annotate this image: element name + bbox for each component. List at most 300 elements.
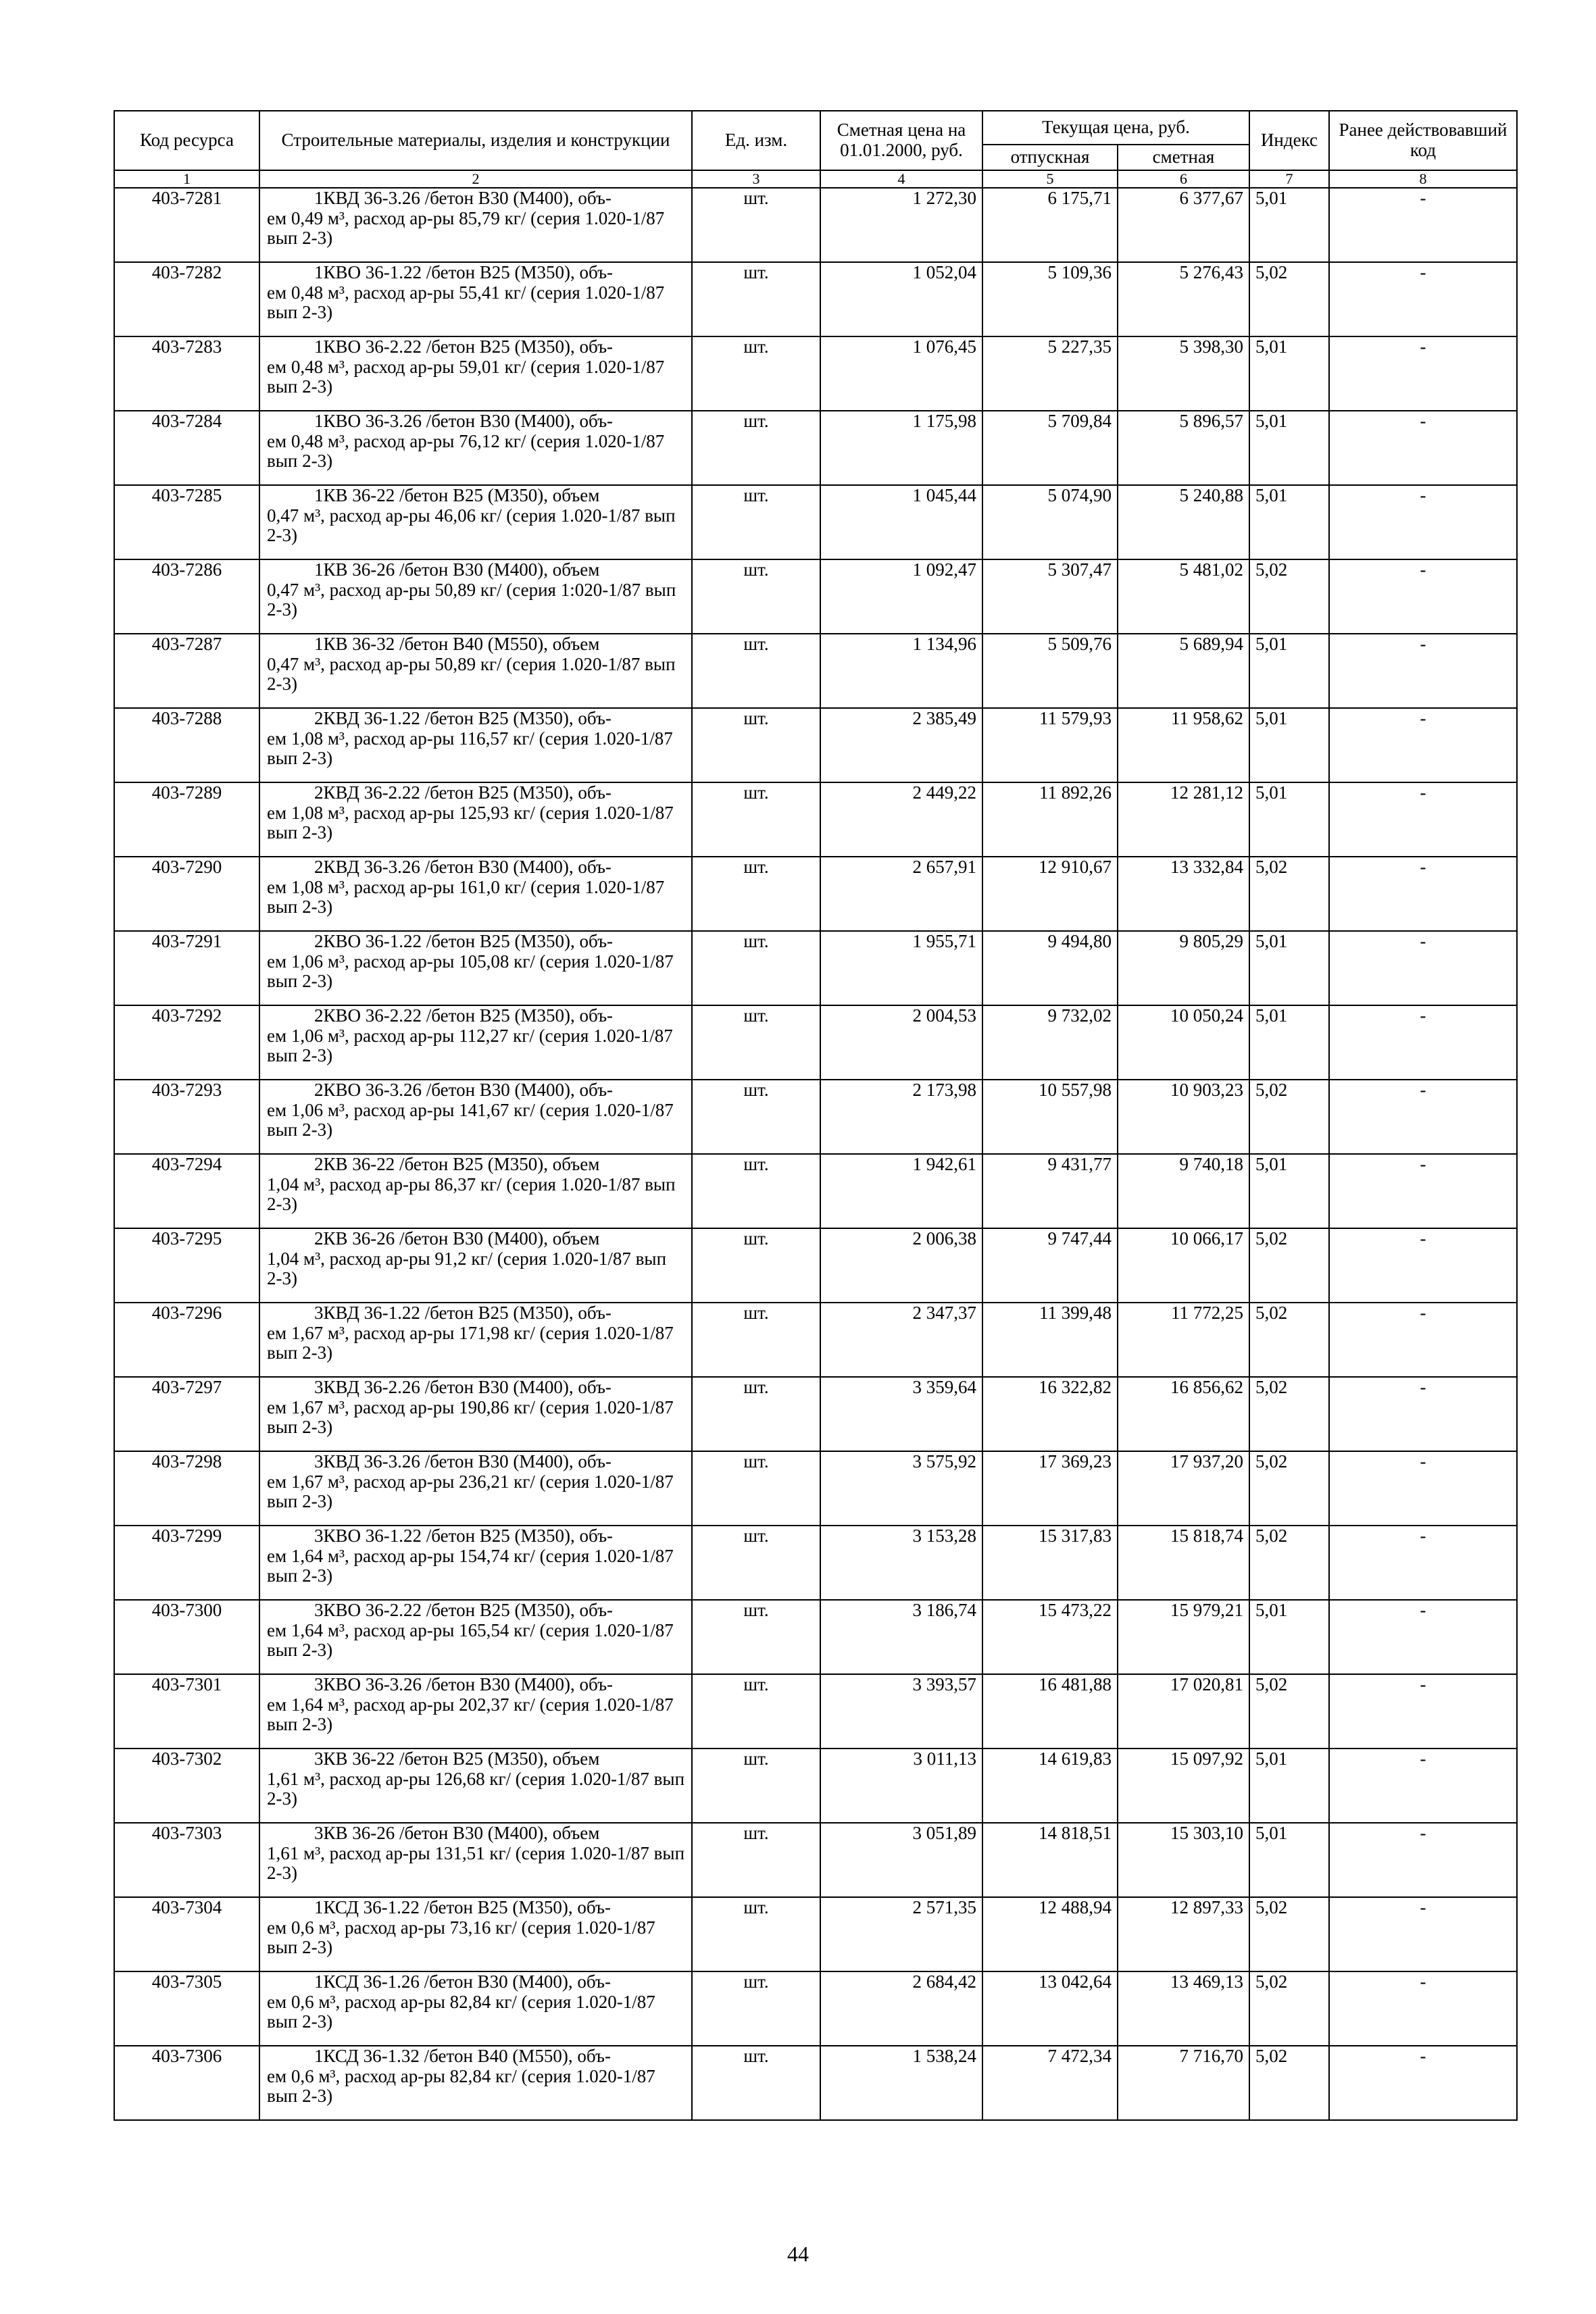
table-row xyxy=(114,634,1517,708)
previous-code-cell: - xyxy=(1329,1749,1517,1823)
resource-code: 403-7304 xyxy=(114,1897,259,1971)
previous-code-cell: - xyxy=(1329,708,1517,782)
material-description xyxy=(259,1303,692,1377)
base-price-cell: 3 011,13 xyxy=(820,1749,982,1823)
table-row xyxy=(114,1971,1517,2046)
index-cell: 5,01 xyxy=(1249,782,1329,857)
header-unit: Ед. изм. xyxy=(692,111,820,170)
material-description xyxy=(259,1451,692,1526)
previous-code-cell: - xyxy=(1329,1303,1517,1377)
description-line-1: 3КВД 36-3.26 /бетон В30 (М400), объ- xyxy=(314,1451,612,1472)
index-cell: 5,01 xyxy=(1249,188,1329,262)
description-line-1: 1КСД 36-1.26 /бетон В30 (М400), объ- xyxy=(314,1971,611,1992)
description-line-1: 1КВО 36-3.26 /бетон В30 (М400), объ- xyxy=(314,411,614,431)
unit-cell: шт. xyxy=(692,857,820,931)
index-cell: 5,02 xyxy=(1249,1526,1329,1600)
table-body xyxy=(114,188,1517,2120)
table-row xyxy=(114,857,1517,931)
base-price-cell: 2 449,22 xyxy=(820,782,982,857)
wholesale-price-cell: 17 369,23 xyxy=(982,1451,1118,1526)
description-line-2: ем 1,64 м³, расход ар-ры 154,74 кг/ (серия 1.020-1/87 вып 2-3) xyxy=(267,1545,674,1586)
material-description xyxy=(259,1674,692,1749)
wholesale-price-cell: 5 709,84 xyxy=(982,411,1118,485)
resource-code: 403-7293 xyxy=(114,1080,259,1154)
previous-code-cell: - xyxy=(1329,782,1517,857)
material-description xyxy=(259,1749,692,1823)
index-cell: 5,01 xyxy=(1249,1005,1329,1080)
previous-code-cell: - xyxy=(1329,411,1517,485)
previous-code-cell: - xyxy=(1329,1600,1517,1674)
previous-code-cell: - xyxy=(1329,1897,1517,1971)
table-row xyxy=(114,336,1517,411)
wholesale-price-cell: 11 399,48 xyxy=(982,1303,1118,1377)
wholesale-price-cell: 9 732,02 xyxy=(982,1005,1118,1080)
wholesale-price-cell: 16 481,88 xyxy=(982,1674,1118,1749)
unit-cell: шт. xyxy=(692,1823,820,1897)
index-cell: 5,01 xyxy=(1249,1600,1329,1674)
index-cell: 5,01 xyxy=(1249,485,1329,559)
wholesale-price-cell: 12 488,94 xyxy=(982,1897,1118,1971)
wholesale-price-cell: 6 175,71 xyxy=(982,188,1118,262)
previous-code-cell: - xyxy=(1329,336,1517,411)
index-cell: 5,01 xyxy=(1249,1823,1329,1897)
base-price-cell: 3 186,74 xyxy=(820,1600,982,1674)
description-line-2: 1,61 м³, расход ар-ры 126,68 кг/ (серия 1.020-1/87 вып 2-3) xyxy=(267,1768,685,1809)
resource-code: 403-7283 xyxy=(114,336,259,411)
description-line-1: 1КСД 36-1.22 /бетон В25 (М350), объ- xyxy=(314,1897,611,1917)
table-row xyxy=(114,262,1517,336)
resource-code: 403-7300 xyxy=(114,1600,259,1674)
unit-cell: шт. xyxy=(692,1303,820,1377)
index-cell: 5,02 xyxy=(1249,857,1329,931)
description-line-2: ем 1,67 м³, расход ар-ры 236,21 кг/ (серия 1.020-1/87 вып 2-3) xyxy=(267,1471,674,1512)
wholesale-price-cell: 13 042,64 xyxy=(982,1971,1118,2046)
resource-code: 403-7298 xyxy=(114,1451,259,1526)
table-row xyxy=(114,2046,1517,2120)
unit-cell: шт. xyxy=(692,262,820,336)
unit-cell: шт. xyxy=(692,336,820,411)
header-code: Код ресурса xyxy=(114,111,259,170)
resource-code: 403-7297 xyxy=(114,1377,259,1451)
base-price-cell: 2 657,91 xyxy=(820,857,982,931)
description-line-2: ем 0,48 м³, расход ар-ры 59,01 кг/ (серия 1.020-1/87 вып 2-3) xyxy=(267,356,665,397)
price-table xyxy=(114,110,1518,2121)
previous-code-cell: - xyxy=(1329,1674,1517,1749)
previous-code-cell: - xyxy=(1329,559,1517,634)
unit-cell: шт. xyxy=(692,1154,820,1228)
description-line-1: 2КВО 36-2.22 /бетон В25 (М350), объ- xyxy=(314,1005,614,1026)
estimate-price-cell: 15 979,21 xyxy=(1118,1600,1249,1674)
base-price-cell: 2 004,53 xyxy=(820,1005,982,1080)
column-number: 6 xyxy=(1118,170,1249,188)
description-line-1: 2КВО 36-3.26 /бетон В30 (М400), объ- xyxy=(314,1080,614,1100)
material-description xyxy=(259,262,692,336)
description-line-2: ем 1,06 м³, расход ар-ры 105,08 кг/ (серия 1.020-1/87 вып 2-3) xyxy=(267,951,674,992)
table-row xyxy=(114,1674,1517,1749)
index-cell: 5,02 xyxy=(1249,1971,1329,2046)
header-prev-code: Ранее действовавший код xyxy=(1329,111,1517,170)
table-row xyxy=(114,559,1517,634)
previous-code-cell: - xyxy=(1329,857,1517,931)
resource-code: 403-7282 xyxy=(114,262,259,336)
description-line-2: ем 0,6 м³, расход ар-ры 82,84 кг/ (серия 1.020-1/87 вып 2-3) xyxy=(267,2065,655,2107)
material-description xyxy=(259,1228,692,1303)
table-row xyxy=(114,1303,1517,1377)
base-price-cell: 1 272,30 xyxy=(820,188,982,262)
resource-code: 403-7289 xyxy=(114,782,259,857)
base-price-cell: 1 092,47 xyxy=(820,559,982,634)
unit-cell: шт. xyxy=(692,188,820,262)
base-price-cell: 3 393,57 xyxy=(820,1674,982,1749)
description-line-1: 2КВД 36-1.22 /бетон В25 (М350), объ- xyxy=(314,708,612,728)
table-row xyxy=(114,782,1517,857)
wholesale-price-cell: 10 557,98 xyxy=(982,1080,1118,1154)
material-description xyxy=(259,559,692,634)
estimate-price-cell: 13 332,84 xyxy=(1118,857,1249,931)
description-line-2: ем 1,06 м³, расход ар-ры 112,27 кг/ (серия 1.020-1/87 вып 2-3) xyxy=(267,1025,673,1066)
index-cell: 5,02 xyxy=(1249,2046,1329,2120)
material-description xyxy=(259,2046,692,2120)
description-line-1: 3КВО 36-2.22 /бетон В25 (М350), объ- xyxy=(314,1600,614,1620)
estimate-price-cell: 15 097,92 xyxy=(1118,1749,1249,1823)
description-line-1: 3КВО 36-3.26 /бетон В30 (М400), объ- xyxy=(314,1674,614,1694)
index-cell: 5,02 xyxy=(1249,559,1329,634)
unit-cell: шт. xyxy=(692,1005,820,1080)
description-line-2: ем 0,6 м³, расход ар-ры 82,84 кг/ (серия 1.020-1/87 вып 2-3) xyxy=(267,1991,655,2032)
unit-cell: шт. xyxy=(692,708,820,782)
estimate-price-cell: 5 481,02 xyxy=(1118,559,1249,634)
wholesale-price-cell: 7 472,34 xyxy=(982,2046,1118,2120)
material-description xyxy=(259,1080,692,1154)
wholesale-price-cell: 14 619,83 xyxy=(982,1749,1118,1823)
estimate-price-cell: 16 856,62 xyxy=(1118,1377,1249,1451)
unit-cell: шт. xyxy=(692,1749,820,1823)
table-row xyxy=(114,411,1517,485)
wholesale-price-cell: 11 579,93 xyxy=(982,708,1118,782)
description-line-1: 3КВ 36-26 /бетон В30 (М400), объем xyxy=(314,1823,600,1843)
estimate-price-cell: 10 903,23 xyxy=(1118,1080,1249,1154)
base-price-cell: 2 571,35 xyxy=(820,1897,982,1971)
estimate-price-cell: 17 020,81 xyxy=(1118,1674,1249,1749)
header-materials: Строительные материалы, изделия и конструкции xyxy=(259,111,692,170)
base-price-cell: 1 538,24 xyxy=(820,2046,982,2120)
header-estimate: сметная xyxy=(1118,145,1249,170)
material-description xyxy=(259,1005,692,1080)
header-wholesale: отпускная xyxy=(982,145,1118,170)
table-row xyxy=(114,931,1517,1005)
index-cell: 5,02 xyxy=(1249,1228,1329,1303)
table-row xyxy=(114,1451,1517,1526)
header-base-price: Сметная цена на 01.01.2000, руб. xyxy=(820,111,982,170)
description-line-2: 1,61 м³, расход ар-ры 131,51 кг/ (серия 1.020-1/87 вып 2-3) xyxy=(267,1842,685,1884)
resource-code: 403-7295 xyxy=(114,1228,259,1303)
estimate-price-cell: 5 896,57 xyxy=(1118,411,1249,485)
previous-code-cell: - xyxy=(1329,485,1517,559)
base-price-cell: 1 045,44 xyxy=(820,485,982,559)
unit-cell: шт. xyxy=(692,1526,820,1600)
column-number: 7 xyxy=(1249,170,1329,188)
column-number: 5 xyxy=(982,170,1118,188)
column-number: 3 xyxy=(692,170,820,188)
unit-cell: шт. xyxy=(692,634,820,708)
unit-cell: шт. xyxy=(692,559,820,634)
resource-code: 403-7296 xyxy=(114,1303,259,1377)
resource-code: 403-7290 xyxy=(114,857,259,931)
description-line-2: ем 1,64 м³, расход ар-ры 165,54 кг/ (серия 1.020-1/87 вып 2-3) xyxy=(267,1619,674,1661)
unit-cell: шт. xyxy=(692,1080,820,1154)
description-line-2: ем 1,64 м³, расход ар-ры 202,37 кг/ (серия 1.020-1/87 вып 2-3) xyxy=(267,1694,674,1735)
unit-cell: шт. xyxy=(692,1600,820,1674)
description-line-2: ем 0,48 м³, расход ар-ры 55,41 кг/ (серия 1.020-1/87 вып 2-3) xyxy=(267,282,665,323)
estimate-price-cell: 11 958,62 xyxy=(1118,708,1249,782)
description-line-1: 1КВД 36-3.26 /бетон В30 (М400), объ- xyxy=(314,188,612,208)
index-cell: 5,01 xyxy=(1249,411,1329,485)
unit-cell: шт. xyxy=(692,2046,820,2120)
resource-code: 403-7305 xyxy=(114,1971,259,2046)
index-cell: 5,01 xyxy=(1249,1749,1329,1823)
resource-code: 403-7294 xyxy=(114,1154,259,1228)
base-price-cell: 2 006,38 xyxy=(820,1228,982,1303)
wholesale-price-cell: 5 307,47 xyxy=(982,559,1118,634)
unit-cell: шт. xyxy=(692,782,820,857)
resource-code: 403-7284 xyxy=(114,411,259,485)
previous-code-cell: - xyxy=(1329,1080,1517,1154)
description-line-1: 3КВО 36-1.22 /бетон В25 (М350), объ- xyxy=(314,1526,614,1546)
index-cell: 5,01 xyxy=(1249,1154,1329,1228)
index-cell: 5,01 xyxy=(1249,931,1329,1005)
description-line-1: 3КВД 36-1.22 /бетон В25 (М350), объ- xyxy=(314,1303,612,1323)
previous-code-cell: - xyxy=(1329,931,1517,1005)
wholesale-price-cell: 5 227,35 xyxy=(982,336,1118,411)
estimate-price-cell: 10 050,24 xyxy=(1118,1005,1249,1080)
previous-code-cell: - xyxy=(1329,188,1517,262)
description-line-1: 2КВД 36-2.22 /бетон В25 (М350), объ- xyxy=(314,782,612,803)
description-line-1: 2КВ 36-26 /бетон В30 (М400), объем xyxy=(314,1228,600,1249)
description-line-2: ем 1,67 м³, расход ар-ры 171,98 кг/ (серия 1.020-1/87 вып 2-3) xyxy=(267,1322,674,1363)
estimate-price-cell: 6 377,67 xyxy=(1118,188,1249,262)
wholesale-price-cell: 9 494,80 xyxy=(982,931,1118,1005)
wholesale-price-cell: 15 317,83 xyxy=(982,1526,1118,1600)
estimate-price-cell: 15 303,10 xyxy=(1118,1823,1249,1897)
page-number: 44 xyxy=(787,2242,809,2266)
index-cell: 5,01 xyxy=(1249,336,1329,411)
estimate-price-cell: 12 281,12 xyxy=(1118,782,1249,857)
unit-cell: шт. xyxy=(692,1377,820,1451)
base-price-cell: 1 076,45 xyxy=(820,336,982,411)
material-description xyxy=(259,857,692,931)
base-price-cell: 2 173,98 xyxy=(820,1080,982,1154)
unit-cell: шт. xyxy=(692,411,820,485)
estimate-price-cell: 12 897,33 xyxy=(1118,1897,1249,1971)
description-line-2: 0,47 м³, расход ар-ры 50,89 кг/ (серия 1:020-1/87 вып 2-3) xyxy=(267,579,676,620)
table-row xyxy=(114,188,1517,262)
index-cell: 5,02 xyxy=(1249,1897,1329,1971)
base-price-cell: 3 153,28 xyxy=(820,1526,982,1600)
description-line-1: 1КСД 36-1.32 /бетон В40 (М550), объ- xyxy=(314,2046,611,2066)
wholesale-price-cell: 9 431,77 xyxy=(982,1154,1118,1228)
description-line-1: 3КВ 36-22 /бетон В25 (М350), объем xyxy=(314,1749,600,1769)
column-number: 2 xyxy=(259,170,692,188)
previous-code-cell: - xyxy=(1329,1526,1517,1600)
table-row xyxy=(114,1377,1517,1451)
base-price-cell: 1 942,61 xyxy=(820,1154,982,1228)
estimate-price-cell: 13 469,13 xyxy=(1118,1971,1249,2046)
previous-code-cell: - xyxy=(1329,1377,1517,1451)
description-line-1: 1КВ 36-32 /бетон В40 (М550), объем xyxy=(314,634,600,654)
resource-code: 403-7299 xyxy=(114,1526,259,1600)
table-row xyxy=(114,1749,1517,1823)
description-line-2: ем 1,67 м³, расход ар-ры 190,86 кг/ (серия 1.020-1/87 вып 2-3) xyxy=(267,1397,674,1438)
resource-code: 403-7291 xyxy=(114,931,259,1005)
material-description xyxy=(259,1377,692,1451)
description-line-2: ем 1,08 м³, расход ар-ры 116,57 кг/ (серия 1.020-1/87 вып 2-3) xyxy=(267,728,673,769)
estimate-price-cell: 5 398,30 xyxy=(1118,336,1249,411)
previous-code-cell: - xyxy=(1329,1154,1517,1228)
description-line-2: ем 0,6 м³, расход ар-ры 73,16 кг/ (серия 1.020-1/87 вып 2-3) xyxy=(267,1917,655,1958)
wholesale-price-cell: 15 473,22 xyxy=(982,1600,1118,1674)
resource-code: 403-7285 xyxy=(114,485,259,559)
base-price-cell: 1 955,71 xyxy=(820,931,982,1005)
wholesale-price-cell: 12 910,67 xyxy=(982,857,1118,931)
column-number: 8 xyxy=(1329,170,1517,188)
header-index: Индекс xyxy=(1249,111,1329,170)
index-cell: 5,02 xyxy=(1249,1303,1329,1377)
description-line-1: 2КВД 36-3.26 /бетон В30 (М400), объ- xyxy=(314,857,612,877)
previous-code-cell: - xyxy=(1329,1823,1517,1897)
wholesale-price-cell: 5 509,76 xyxy=(982,634,1118,708)
previous-code-cell: - xyxy=(1329,1228,1517,1303)
table-row xyxy=(114,708,1517,782)
resource-code: 403-7306 xyxy=(114,2046,259,2120)
resource-code: 403-7292 xyxy=(114,1005,259,1080)
description-line-2: 1,04 м³, расход ар-ры 91,2 кг/ (серия 1.020-1/87 вып 2-3) xyxy=(267,1248,667,1289)
wholesale-price-cell: 14 818,51 xyxy=(982,1823,1118,1897)
material-description xyxy=(259,708,692,782)
previous-code-cell: - xyxy=(1329,1971,1517,2046)
estimate-price-cell: 11 772,25 xyxy=(1118,1303,1249,1377)
material-description xyxy=(259,485,692,559)
unit-cell: шт. xyxy=(692,931,820,1005)
unit-cell: шт. xyxy=(692,1228,820,1303)
base-price-cell: 3 051,89 xyxy=(820,1823,982,1897)
material-description xyxy=(259,1897,692,1971)
base-price-cell: 2 684,42 xyxy=(820,1971,982,2046)
unit-cell: шт. xyxy=(692,1451,820,1526)
material-description xyxy=(259,411,692,485)
description-line-2: ем 1,08 м³, расход ар-ры 125,93 кг/ (серия 1.020-1/87 вып 2-3) xyxy=(267,802,674,843)
unit-cell: шт. xyxy=(692,1897,820,1971)
base-price-cell: 3 359,64 xyxy=(820,1377,982,1451)
wholesale-price-cell: 16 322,82 xyxy=(982,1377,1118,1451)
table-row xyxy=(114,485,1517,559)
table-row xyxy=(114,1080,1517,1154)
description-line-1: 1КВО 36-1.22 /бетон В25 (М350), объ- xyxy=(314,262,614,282)
previous-code-cell: - xyxy=(1329,634,1517,708)
material-description xyxy=(259,1526,692,1600)
table-row xyxy=(114,1526,1517,1600)
resource-code: 403-7303 xyxy=(114,1823,259,1897)
estimate-price-cell: 10 066,17 xyxy=(1118,1228,1249,1303)
unit-cell: шт. xyxy=(692,485,820,559)
description-line-2: 0,47 м³, расход ар-ры 46,06 кг/ (серия 1.020-1/87 вып 2-3) xyxy=(267,505,676,546)
base-price-cell: 1 175,98 xyxy=(820,411,982,485)
resource-code: 403-7288 xyxy=(114,708,259,782)
resource-code: 403-7287 xyxy=(114,634,259,708)
material-description xyxy=(259,336,692,411)
index-cell: 5,02 xyxy=(1249,262,1329,336)
description-line-2: ем 0,49 м³, расход ар-ры 85,79 кг/ (серия 1.020-1/87 вып 2-3) xyxy=(267,207,665,249)
unit-cell: шт. xyxy=(692,1971,820,2046)
description-line-1: 2КВ 36-22 /бетон В25 (М350), объем xyxy=(314,1154,600,1174)
material-description xyxy=(259,634,692,708)
material-description xyxy=(259,1823,692,1897)
index-cell: 5,02 xyxy=(1249,1377,1329,1451)
material-description xyxy=(259,1154,692,1228)
estimate-price-cell: 9 740,18 xyxy=(1118,1154,1249,1228)
previous-code-cell: - xyxy=(1329,2046,1517,2120)
resource-code: 403-7302 xyxy=(114,1749,259,1823)
description-line-1: 3КВД 36-2.26 /бетон В30 (М400), объ- xyxy=(314,1377,612,1397)
wholesale-price-cell: 11 892,26 xyxy=(982,782,1118,857)
estimate-price-cell: 5 276,43 xyxy=(1118,262,1249,336)
base-price-cell: 1 134,96 xyxy=(820,634,982,708)
column-numbers-row xyxy=(114,170,1517,188)
description-line-1: 1КВО 36-2.22 /бетон В25 (М350), объ- xyxy=(314,336,614,357)
index-cell: 5,02 xyxy=(1249,1451,1329,1526)
material-description xyxy=(259,188,692,262)
description-line-1: 2КВО 36-1.22 /бетон В25 (М350), объ- xyxy=(314,931,614,951)
estimate-price-cell: 5 240,88 xyxy=(1118,485,1249,559)
unit-cell: шт. xyxy=(692,1674,820,1749)
resource-code: 403-7281 xyxy=(114,188,259,262)
base-price-cell: 2 385,49 xyxy=(820,708,982,782)
table-row xyxy=(114,1897,1517,1971)
material-description xyxy=(259,782,692,857)
resource-code: 403-7286 xyxy=(114,559,259,634)
description-line-2: ем 0,48 м³, расход ар-ры 76,12 кг/ (серия 1.020-1/87 вып 2-3) xyxy=(267,430,665,472)
column-number: 1 xyxy=(114,170,259,188)
base-price-cell: 2 347,37 xyxy=(820,1303,982,1377)
table-row xyxy=(114,1228,1517,1303)
estimate-price-cell: 17 937,20 xyxy=(1118,1451,1249,1526)
resource-code: 403-7301 xyxy=(114,1674,259,1749)
description-line-1: 1КВ 36-26 /бетон В30 (М400), объем xyxy=(314,559,600,580)
previous-code-cell: - xyxy=(1329,1005,1517,1080)
base-price-cell: 3 575,92 xyxy=(820,1451,982,1526)
material-description xyxy=(259,931,692,1005)
estimate-price-cell: 15 818,74 xyxy=(1118,1526,1249,1600)
column-number: 4 xyxy=(820,170,982,188)
estimate-price-cell: 5 689,94 xyxy=(1118,634,1249,708)
description-line-2: 1,04 м³, расход ар-ры 86,37 кг/ (серия 1.020-1/87 вып 2-3) xyxy=(267,1174,676,1215)
table-row xyxy=(114,1823,1517,1897)
table-row xyxy=(114,1005,1517,1080)
base-price-cell: 1 052,04 xyxy=(820,262,982,336)
description-line-2: 0,47 м³, расход ар-ры 50,89 кг/ (серия 1.020-1/87 вып 2-3) xyxy=(267,653,676,695)
description-line-2: ем 1,06 м³, расход ар-ры 141,67 кг/ (серия 1.020-1/87 вып 2-3) xyxy=(267,1099,674,1140)
header-current-price: Текущая цена, руб. xyxy=(982,111,1249,145)
index-cell: 5,01 xyxy=(1249,708,1329,782)
wholesale-price-cell: 5 109,36 xyxy=(982,262,1118,336)
description-line-1: 1КВ 36-22 /бетон В25 (М350), объем xyxy=(314,485,600,505)
estimate-price-cell: 7 716,70 xyxy=(1118,2046,1249,2120)
index-cell: 5,02 xyxy=(1249,1674,1329,1749)
table-row xyxy=(114,1600,1517,1674)
material-description xyxy=(259,1971,692,2046)
table-row xyxy=(114,1154,1517,1228)
index-cell: 5,01 xyxy=(1249,634,1329,708)
previous-code-cell: - xyxy=(1329,262,1517,336)
